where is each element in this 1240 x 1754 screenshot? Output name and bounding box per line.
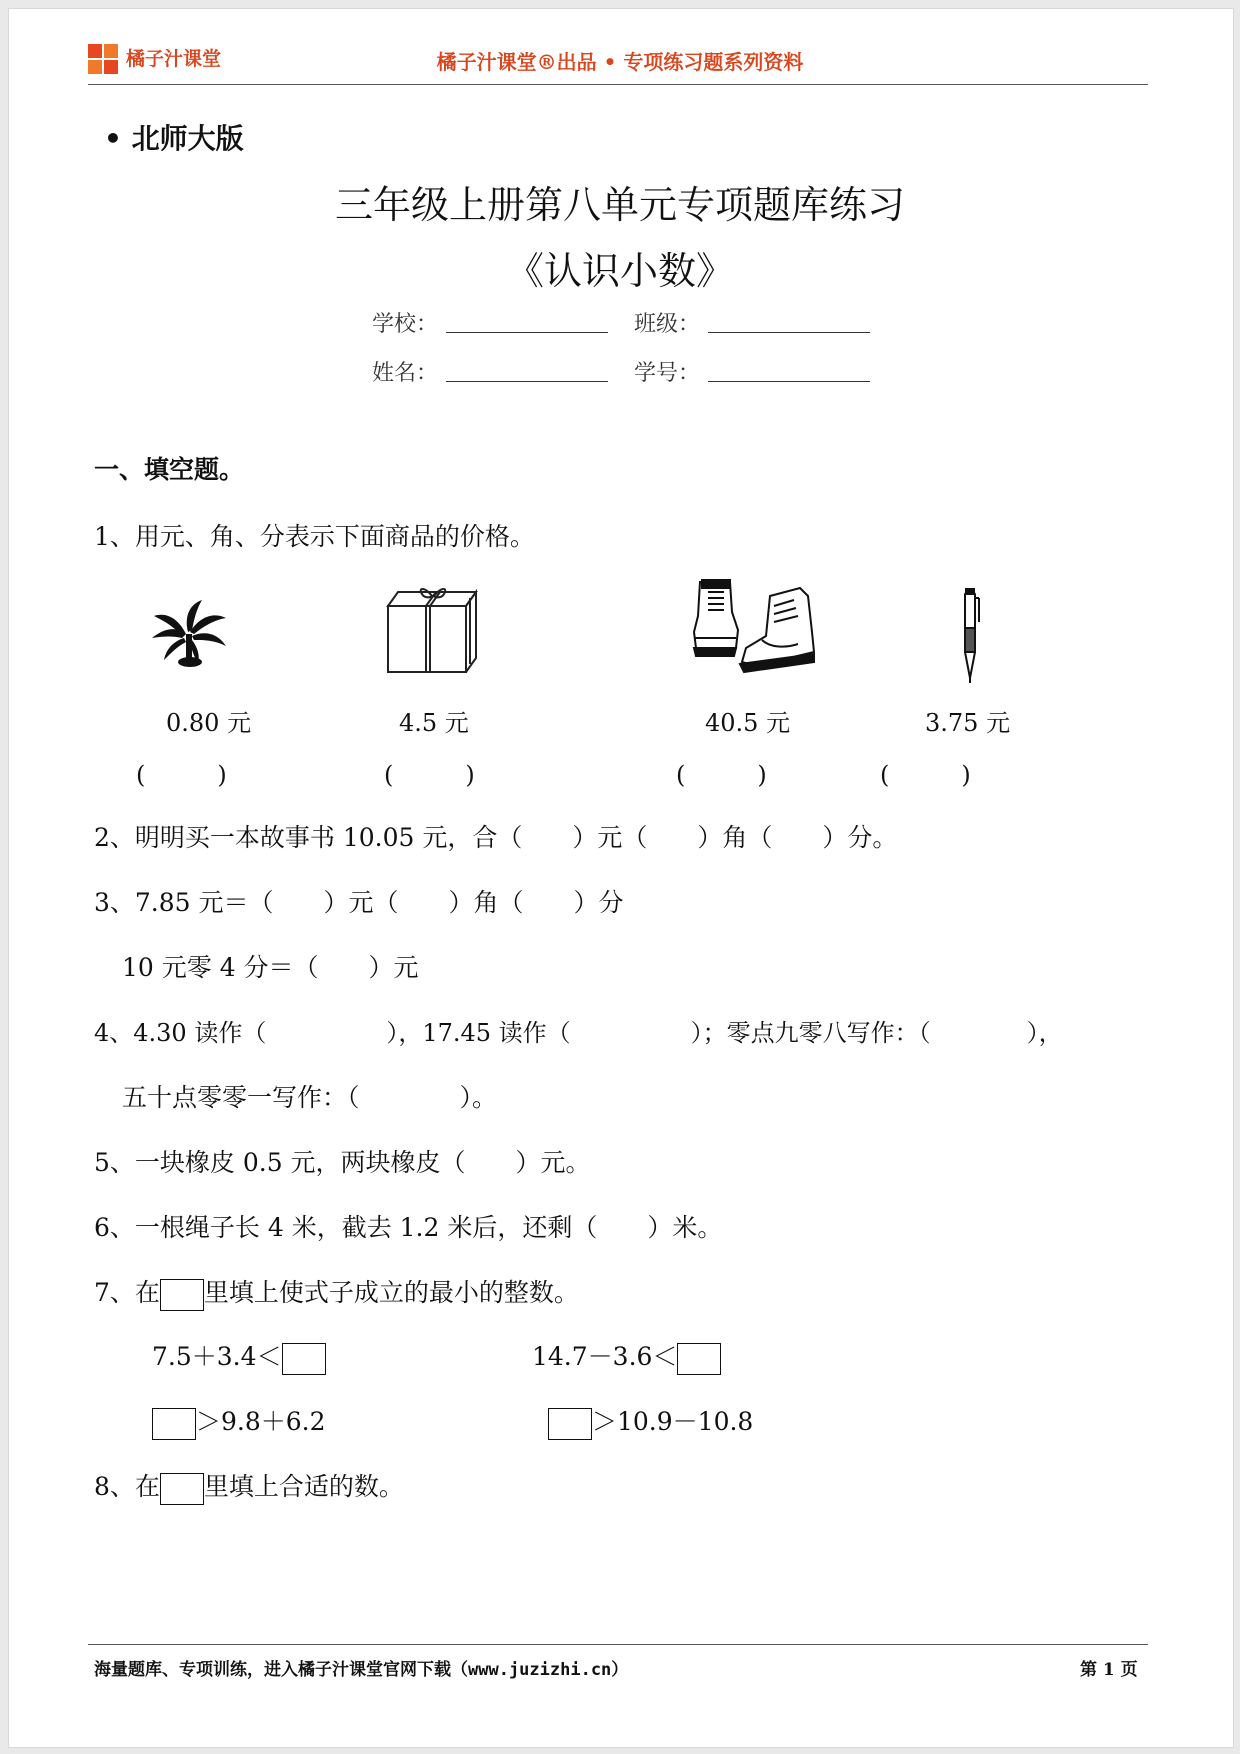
header-title: 橘子汁课堂®出品 • 专项练习题系列资料 bbox=[436, 50, 804, 74]
answer-box-4[interactable] bbox=[548, 1408, 592, 1440]
question-8-text: 里填上合适的数。 bbox=[203, 1472, 404, 1501]
question-7-prefix: 7、在 bbox=[94, 1278, 160, 1307]
footer-divider bbox=[88, 1644, 1148, 1645]
question-4b: 五十点零零一写作：（ ）。 bbox=[122, 1083, 498, 1112]
class-label: 班级： bbox=[634, 312, 701, 337]
name-label: 姓名： bbox=[372, 361, 439, 386]
page-number: 第 1 页 bbox=[1080, 1660, 1138, 1680]
answer-box-sample-2 bbox=[160, 1473, 204, 1505]
answer-blank-4[interactable]: ( ) bbox=[880, 761, 971, 789]
expression-3 bbox=[152, 1402, 326, 1440]
answer-box-sample bbox=[160, 1279, 204, 1311]
shoes-icon bbox=[690, 576, 820, 676]
question-8-prefix: 8、在 bbox=[94, 1472, 160, 1501]
question-7 bbox=[94, 1273, 579, 1311]
question-6: 6、一根绳子长 4 米，截去 1.2 米后，还剩（ ）米。 bbox=[94, 1213, 723, 1242]
footer-note: 海量题库、专项训练，进入橘子汁课堂官网下载（www.juzizhi.cn） bbox=[94, 1660, 629, 1680]
answer-box-2[interactable] bbox=[677, 1343, 721, 1375]
pen-icon bbox=[956, 588, 984, 684]
section-heading: 一、填空题。 bbox=[94, 455, 245, 484]
expression-1-text: 7.5＋3.4＜ bbox=[152, 1342, 282, 1371]
number-field[interactable] bbox=[708, 381, 870, 382]
price-1: 0.80 元 bbox=[166, 709, 252, 737]
expression-2-text: 14.7－3.6＜ bbox=[532, 1342, 678, 1371]
header-divider bbox=[88, 84, 1148, 85]
gift-box-icon bbox=[384, 584, 480, 676]
question-7-text: 里填上使式子成立的最小的整数。 bbox=[203, 1278, 579, 1307]
answer-blank-2[interactable]: ( ) bbox=[384, 761, 475, 789]
price-3: 40.5 元 bbox=[705, 709, 791, 737]
expression-2 bbox=[532, 1337, 721, 1375]
question-4a: 4、4.30 读作（ ），17.45 读作（ ）；零点九零八写作：（ ）， bbox=[94, 1019, 1063, 1047]
number-label: 学号： bbox=[634, 361, 701, 386]
answer-blank-1[interactable]: ( ) bbox=[136, 761, 227, 789]
answer-box-3[interactable] bbox=[152, 1408, 196, 1440]
answer-box-1[interactable] bbox=[282, 1343, 326, 1375]
answer-blank-3[interactable]: ( ) bbox=[676, 761, 767, 789]
expression-1 bbox=[152, 1337, 326, 1375]
expression-4 bbox=[548, 1402, 753, 1440]
page-title: 三年级上册第八单元专项题库练习 bbox=[334, 183, 905, 227]
price-2: 4.5 元 bbox=[399, 709, 469, 737]
class-field[interactable] bbox=[708, 332, 870, 333]
school-label: 学校： bbox=[372, 312, 439, 337]
plant-icon bbox=[148, 598, 230, 670]
name-field[interactable] bbox=[446, 381, 608, 382]
question-2: 2、明明买一本故事书 10.05 元，合（ ）元（ ）角（ ）分。 bbox=[94, 823, 898, 852]
school-field[interactable] bbox=[446, 332, 608, 333]
question-3a: 3、7.85 元＝（ ）元（ ）角（ ）分 bbox=[94, 888, 624, 917]
expression-4-text: ＞10.9－10.8 bbox=[592, 1407, 754, 1436]
question-5: 5、一块橡皮 0.5 元，两块橡皮（ ）元。 bbox=[94, 1148, 591, 1177]
page-subtitle: 《认识小数》 bbox=[505, 249, 734, 293]
edition-label: • 北师大版 bbox=[104, 122, 244, 155]
question-8 bbox=[94, 1467, 404, 1505]
price-4: 3.75 元 bbox=[925, 709, 1011, 737]
brand-name: 橘子汁课堂 bbox=[126, 48, 222, 70]
expression-3-text: ＞9.8＋6.2 bbox=[196, 1407, 326, 1436]
question-1: 1、用元、角、分表示下面商品的价格。 bbox=[94, 522, 535, 551]
question-3b: 10 元零 4 分＝（ ）元 bbox=[122, 953, 419, 982]
